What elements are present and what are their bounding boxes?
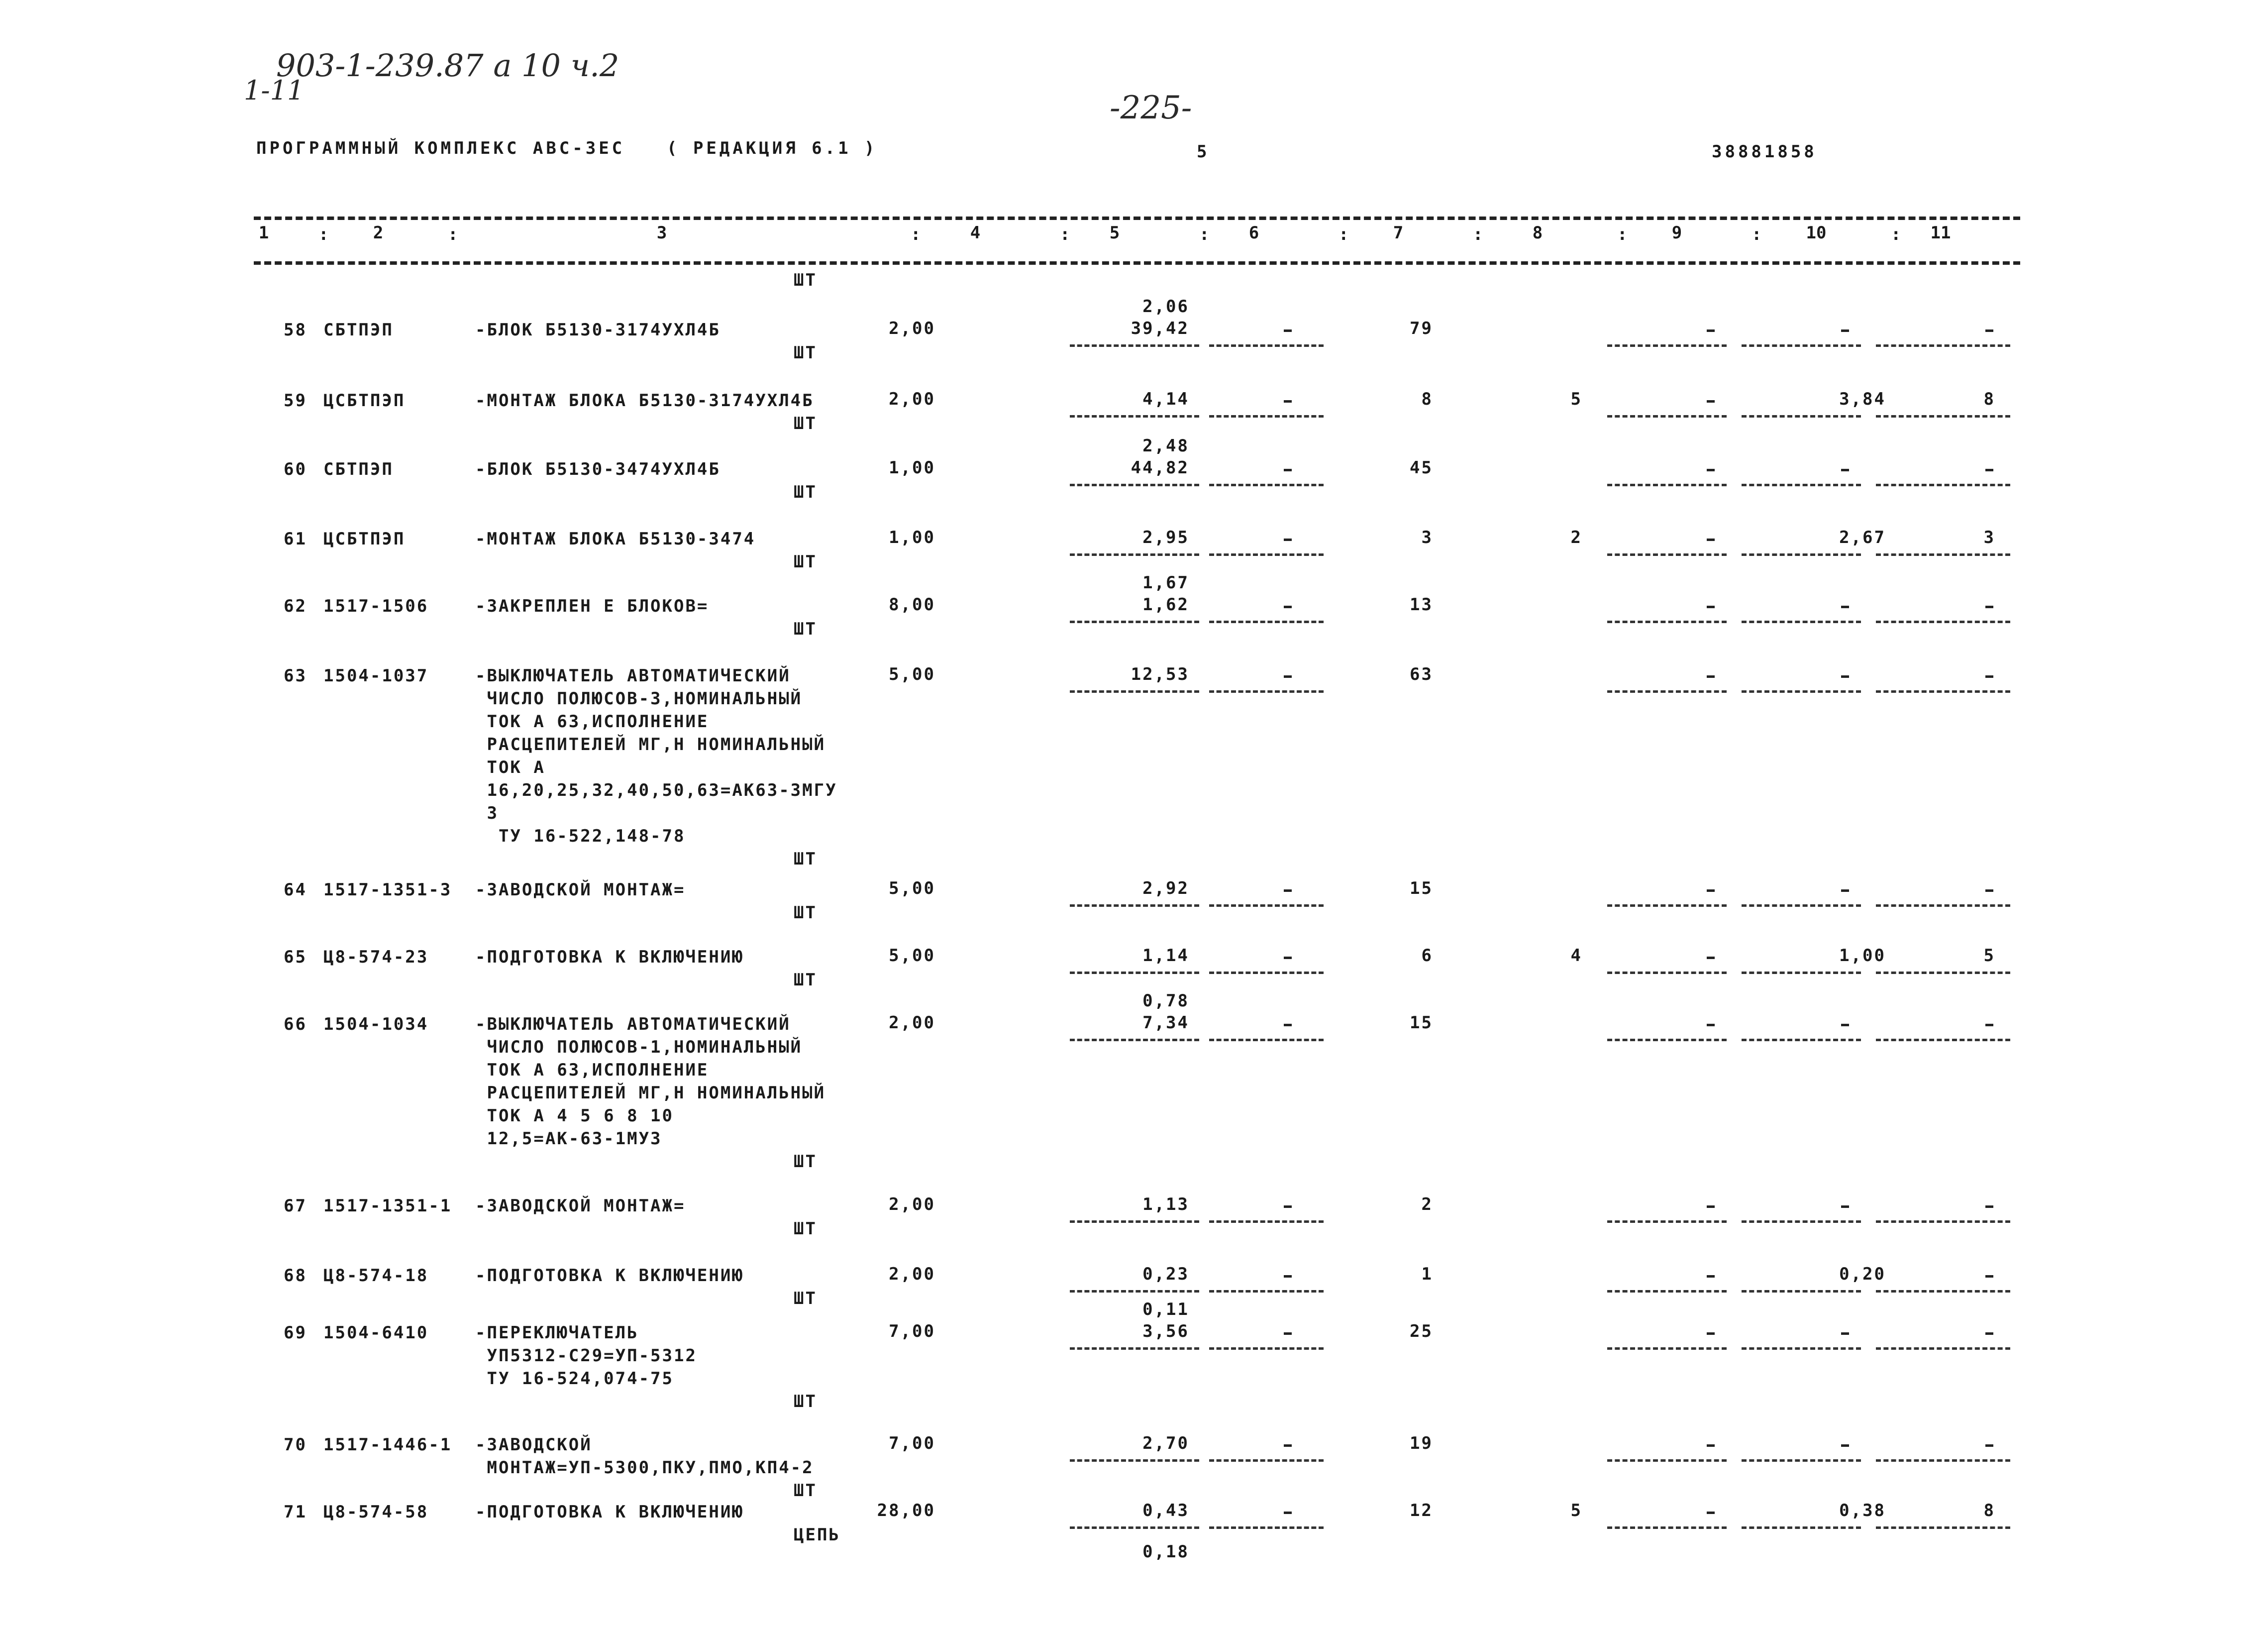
empty-cell-dash xyxy=(1707,675,1715,678)
row-number: 62 xyxy=(284,596,307,616)
row-code: 1504-1037 xyxy=(323,666,429,686)
column-number: 1 xyxy=(258,223,269,243)
row-code: 1504-1034 xyxy=(323,1014,429,1034)
cell-separator xyxy=(1742,1220,1861,1223)
column-number: 6 xyxy=(1248,223,1259,243)
row-description: -ПОДГОТОВКА К ВКЛЮЧЕНИЮ xyxy=(475,947,744,967)
cell-separator xyxy=(1209,690,1324,693)
cell-separator xyxy=(1070,1459,1199,1462)
column-number: 8 xyxy=(1532,223,1543,243)
row-col10-value: 1,00 xyxy=(1839,946,1886,966)
row-col7-value: 45 xyxy=(1410,458,1433,478)
row-col7-value: 2 xyxy=(1421,1194,1433,1214)
column-separator: : xyxy=(1473,224,1485,244)
page-number: -225- xyxy=(1110,90,1192,126)
empty-cell-dash xyxy=(1707,957,1715,959)
row-col11-value: 5 xyxy=(1983,946,1995,966)
row-number: 65 xyxy=(284,947,307,967)
cell-separator xyxy=(1876,621,2010,623)
row-description: -ЗАВОДСКОЙ МОНТАЖ=УП-5300,ПКУ,ПМО,КП4-2 xyxy=(475,1435,814,1478)
column-separator: : xyxy=(1891,224,1903,244)
cell-separator xyxy=(1070,1220,1199,1223)
cell-separator xyxy=(1209,621,1324,623)
cell-separator xyxy=(1209,1347,1324,1350)
empty-cell-dash xyxy=(1707,469,1715,471)
empty-cell-dash xyxy=(1841,329,1849,332)
row-col5-value: 7,34 xyxy=(1142,1013,1189,1033)
cell-separator xyxy=(1607,344,1727,347)
section-number: 5 xyxy=(1197,142,1210,162)
empty-cell-dash xyxy=(1985,1444,1993,1447)
row-col7-value: 6 xyxy=(1421,946,1433,966)
row-number: 58 xyxy=(284,320,307,340)
empty-cell-dash xyxy=(1841,889,1849,892)
row-description: -ЗАКРЕПЛЕН Е БЛОКОВ= xyxy=(475,596,709,616)
empty-cell-dash xyxy=(1284,400,1292,403)
cell-separator xyxy=(1742,972,1861,974)
program-title: ПРОГРАММНЫЙ КОМПЛЕКС АВС-3ЕС xyxy=(256,138,625,158)
cell-separator xyxy=(1742,690,1861,693)
empty-cell-dash xyxy=(1284,539,1292,541)
empty-cell-dash xyxy=(1707,1512,1715,1514)
cell-separator xyxy=(1607,553,1727,556)
row-col8-value: 4 xyxy=(1570,946,1582,966)
column-number: 9 xyxy=(1671,223,1682,243)
row-description: -ВЫКЛЮЧАТЕЛЬ АВТОМАТИЧЕСКИЙ ЧИСЛО ПОЛЮСОВ-3,НОМИНАЛЬНЫЙ ТОК А 63,ИСПОЛНЕНИЕ РАСЦЕПИТЕЛЕЙ МГ,Н НОМИНАЛЬНЫЙ ТОК А 16,20,25,32,40,50,63=АК63-3МГУ 3 ТУ 16-522,148-78 xyxy=(475,666,837,846)
row-col7-value: 3 xyxy=(1421,528,1433,547)
cell-separator xyxy=(1607,484,1727,486)
row-quantity: 7,00 xyxy=(889,1321,935,1341)
row-col5-value: 39,42 xyxy=(1131,319,1189,338)
row-col7-value: 15 xyxy=(1410,878,1433,898)
row-unit: ШТ xyxy=(794,1289,817,1308)
row-col5-value: 44,82 xyxy=(1131,458,1189,478)
cell-separator xyxy=(1607,1347,1727,1350)
cell-separator xyxy=(1607,1290,1727,1293)
cell-separator xyxy=(1607,1039,1727,1041)
column-separator: : xyxy=(318,224,330,244)
empty-cell-dash xyxy=(1284,1512,1292,1514)
cell-separator xyxy=(1742,553,1861,556)
row-col8-value: 5 xyxy=(1570,1501,1582,1520)
row-col11-value: 3 xyxy=(1983,528,1995,547)
row-col7-value: 25 xyxy=(1410,1321,1433,1341)
row-unit: ШТ xyxy=(794,1152,817,1172)
cell-separator xyxy=(1607,621,1727,623)
empty-cell-dash xyxy=(1284,469,1292,471)
cell-separator xyxy=(1070,904,1199,907)
row-code: 1517-1351-3 xyxy=(323,880,452,900)
cell-separator xyxy=(1742,1526,1861,1529)
row-col7-value: 12 xyxy=(1410,1501,1433,1520)
column-number: 10 xyxy=(1806,223,1827,243)
row-number: 60 xyxy=(284,459,307,479)
row-code: 1517-1351-1 xyxy=(323,1196,452,1216)
row-code: ЦСБТПЭП xyxy=(323,391,406,411)
cell-separator xyxy=(1607,904,1727,907)
cell-separator xyxy=(1876,553,2010,556)
cell-separator xyxy=(1742,1347,1861,1350)
row-unit: ШТ xyxy=(794,414,817,433)
cell-separator xyxy=(1070,1039,1199,1041)
row-code: Ц8-574-23 xyxy=(323,947,429,967)
empty-cell-dash xyxy=(1284,606,1292,608)
column-number: 11 xyxy=(1930,223,1951,243)
empty-cell-dash xyxy=(1284,889,1292,892)
row-col5-value: 2,92 xyxy=(1142,878,1189,898)
row-description: -ПОДГОТОВКА К ВКЛЮЧЕНИЮ xyxy=(475,1266,744,1286)
row-col7-value: 15 xyxy=(1410,1013,1433,1033)
column-separator: : xyxy=(1060,224,1072,244)
cell-separator xyxy=(1876,1526,2010,1529)
row-col5-value: 0,23 xyxy=(1142,1264,1189,1284)
row-code: 1517-1506 xyxy=(323,596,429,616)
row-number: 66 xyxy=(284,1014,307,1034)
row-number: 59 xyxy=(284,391,307,411)
empty-cell-dash xyxy=(1841,469,1849,471)
cell-separator xyxy=(1607,415,1727,418)
row-number: 68 xyxy=(284,1266,307,1286)
cell-separator xyxy=(1742,1039,1861,1041)
row-unit: ШТ xyxy=(794,619,817,639)
header-rule-top xyxy=(254,217,2020,220)
row-quantity: 5,00 xyxy=(889,664,935,684)
empty-cell-dash xyxy=(1284,1332,1292,1335)
empty-cell-dash xyxy=(1284,957,1292,959)
cell-separator xyxy=(1876,1459,2010,1462)
cell-separator xyxy=(1209,1290,1324,1293)
column-separator: : xyxy=(448,224,460,244)
empty-cell-dash xyxy=(1841,675,1849,678)
column-number: 4 xyxy=(970,223,981,243)
cell-separator xyxy=(1876,1039,2010,1041)
cell-separator xyxy=(1742,415,1861,418)
row-col10-value: 0,20 xyxy=(1839,1264,1886,1284)
row-code: СБТПЭП xyxy=(323,320,394,340)
row-col5-value: 1,62 xyxy=(1142,595,1189,615)
row-col5-value: 2,48 xyxy=(1142,436,1189,456)
cell-separator xyxy=(1607,972,1727,974)
row-code: СБТПЭП xyxy=(323,459,394,479)
row-col10-value: 3,84 xyxy=(1839,389,1886,409)
cell-separator xyxy=(1742,904,1861,907)
row-code: Ц8-574-18 xyxy=(323,1266,429,1286)
empty-cell-dash xyxy=(1707,1275,1715,1278)
row-col5-value: 0,78 xyxy=(1142,991,1189,1011)
column-number: 3 xyxy=(656,223,667,243)
row-unit: ЦЕПЬ xyxy=(794,1525,840,1545)
empty-cell-dash xyxy=(1985,675,1993,678)
column-separator: : xyxy=(911,224,923,244)
row-description: -ПЕРЕКЛЮЧАТЕЛЬ УП5312-С29=УП-5312 ТУ 16-524,074-75 xyxy=(475,1323,697,1389)
handwritten-sheet: 1-11 xyxy=(244,75,305,106)
cell-separator xyxy=(1070,1347,1199,1350)
empty-cell-dash xyxy=(1284,1275,1292,1278)
row-quantity: 8,00 xyxy=(889,595,935,615)
row-col10-value: 0,38 xyxy=(1839,1501,1886,1520)
cell-separator xyxy=(1209,553,1324,556)
column-number: 7 xyxy=(1393,223,1404,243)
cell-separator xyxy=(1742,621,1861,623)
column-separator: : xyxy=(1617,224,1629,244)
row-col5-value: 2,95 xyxy=(1142,528,1189,547)
row-description: -МОНТАЖ БЛОКА Б5130-3174УХЛ4Б xyxy=(475,391,814,411)
row-unit: ШТ xyxy=(794,903,817,923)
cell-separator xyxy=(1876,904,2010,907)
row-col8-value: 2 xyxy=(1570,528,1582,547)
row-description: -ВЫКЛЮЧАТЕЛЬ АВТОМАТИЧЕСКИЙ ЧИСЛО ПОЛЮСОВ-1,НОМИНАЛЬНЫЙ ТОК А 63,ИСПОЛНЕНИЕ РАСЦЕПИТЕЛЕЙ МГ,Н НОМИНАЛЬНЫЙ ТОК А 4 5 6 8 10 12,5=АК-63-1МУ3 xyxy=(475,1014,826,1149)
cell-separator xyxy=(1876,415,2010,418)
cell-separator xyxy=(1607,1459,1727,1462)
row-unit: ШТ xyxy=(794,1481,817,1501)
cell-separator xyxy=(1742,484,1861,486)
row-unit: ШТ xyxy=(794,482,817,502)
empty-cell-dash xyxy=(1707,606,1715,608)
row-quantity: 2,00 xyxy=(889,1194,935,1214)
row-col7-value: 13 xyxy=(1410,595,1433,615)
empty-cell-dash xyxy=(1985,606,1993,608)
row-col5-value: 3,56 xyxy=(1142,1321,1189,1341)
empty-cell-dash xyxy=(1284,1024,1292,1026)
cell-separator xyxy=(1209,1459,1324,1462)
cell-separator xyxy=(1070,415,1199,418)
row-number: 64 xyxy=(284,880,307,900)
empty-cell-dash xyxy=(1707,539,1715,541)
row-number: 71 xyxy=(284,1502,307,1522)
cell-separator xyxy=(1742,344,1861,347)
empty-cell-dash xyxy=(1985,1024,1993,1026)
empty-cell-dash xyxy=(1841,1024,1849,1026)
row-col5-value: 1,14 xyxy=(1142,946,1189,966)
column-separator: : xyxy=(1339,224,1350,244)
cell-separator xyxy=(1876,690,2010,693)
row-col8-value: 5 xyxy=(1570,389,1582,409)
header-rule-bottom xyxy=(254,261,2020,265)
row-col5-value: 4,14 xyxy=(1142,389,1189,409)
row-col11-value: 8 xyxy=(1983,389,1995,409)
empty-cell-dash xyxy=(1707,1444,1715,1447)
cell-separator xyxy=(1607,690,1727,693)
row-quantity: 1,00 xyxy=(889,458,935,478)
row-number: 69 xyxy=(284,1323,307,1343)
cell-separator xyxy=(1209,344,1324,347)
cell-separator xyxy=(1209,415,1324,418)
row-description: -БЛОК Б5130-3174УХЛ4Б xyxy=(475,320,721,340)
empty-cell-dash xyxy=(1985,469,1993,471)
row-unit: ШТ xyxy=(794,1219,817,1239)
row-col7-value: 1 xyxy=(1421,1264,1433,1284)
empty-cell-dash xyxy=(1707,1024,1715,1026)
column-separator: : xyxy=(1199,224,1211,244)
row-col5-value: 0,43 xyxy=(1142,1501,1189,1520)
row-description: -МОНТАЖ БЛОКА Б5130-3474 xyxy=(475,529,756,549)
empty-cell-dash xyxy=(1985,329,1993,332)
cell-separator xyxy=(1209,1220,1324,1223)
empty-cell-dash xyxy=(1985,1205,1993,1208)
cell-separator xyxy=(1876,484,2010,486)
row-col11-value: 8 xyxy=(1983,1501,1995,1520)
cell-separator xyxy=(1742,1459,1861,1462)
row-col5-value: 2,06 xyxy=(1142,297,1189,317)
row-quantity: 2,00 xyxy=(889,1013,935,1033)
cell-separator xyxy=(1876,344,2010,347)
row-code: Ц8-574-58 xyxy=(323,1502,429,1522)
empty-cell-dash xyxy=(1985,1332,1993,1335)
empty-cell-dash xyxy=(1707,889,1715,892)
final-col5-value: 0,18 xyxy=(1142,1542,1189,1562)
cell-separator xyxy=(1070,972,1199,974)
row-number: 63 xyxy=(284,666,307,686)
row-col7-value: 8 xyxy=(1421,389,1433,409)
empty-cell-dash xyxy=(1841,1205,1849,1208)
row-description: -ЗАВОДСКОЙ МОНТАЖ= xyxy=(475,1196,686,1216)
row-quantity: 5,00 xyxy=(889,878,935,898)
row-description: -ПОДГОТОВКА К ВКЛЮЧЕНИЮ xyxy=(475,1502,744,1522)
column-number: 5 xyxy=(1109,223,1120,243)
row-unit: ШТ xyxy=(794,552,817,572)
cell-separator xyxy=(1070,690,1199,693)
row-col5-value: 2,70 xyxy=(1142,1433,1189,1453)
unit-top: ШТ xyxy=(794,270,817,290)
row-quantity: 1,00 xyxy=(889,528,935,547)
row-number: 61 xyxy=(284,529,307,549)
row-col7-value: 19 xyxy=(1410,1433,1433,1453)
cell-separator xyxy=(1209,1039,1324,1041)
row-number: 67 xyxy=(284,1196,307,1216)
row-col7-value: 79 xyxy=(1410,319,1433,338)
row-col10-value: 2,67 xyxy=(1839,528,1886,547)
row-quantity: 2,00 xyxy=(889,319,935,338)
row-unit: ШТ xyxy=(794,849,817,869)
cell-separator xyxy=(1876,1347,2010,1350)
row-code: 1504-6410 xyxy=(323,1323,429,1343)
row-code: 1517-1446-1 xyxy=(323,1435,452,1455)
row-quantity: 2,00 xyxy=(889,1264,935,1284)
empty-cell-dash xyxy=(1841,606,1849,608)
cell-separator xyxy=(1070,484,1199,486)
column-number: 2 xyxy=(373,223,384,243)
row-col5-value: 0,11 xyxy=(1142,1300,1189,1319)
row-description: -БЛОК Б5130-3474УХЛ4Б xyxy=(475,459,721,479)
empty-cell-dash xyxy=(1707,1205,1715,1208)
empty-cell-dash xyxy=(1841,1444,1849,1447)
empty-cell-dash xyxy=(1284,1205,1292,1208)
row-col5-value: 1,67 xyxy=(1142,573,1189,593)
empty-cell-dash xyxy=(1284,1444,1292,1447)
row-quantity: 28,00 xyxy=(877,1501,935,1520)
row-code: ЦСБТПЭП xyxy=(323,529,406,549)
row-col5-value: 1,13 xyxy=(1142,1194,1189,1214)
row-number: 70 xyxy=(284,1435,307,1455)
cell-separator xyxy=(1876,972,2010,974)
row-unit: ШТ xyxy=(794,343,817,363)
cell-separator xyxy=(1607,1220,1727,1223)
cell-separator xyxy=(1070,1526,1199,1529)
row-quantity: 2,00 xyxy=(889,389,935,409)
cell-separator xyxy=(1070,344,1199,347)
cell-separator xyxy=(1876,1290,2010,1293)
cell-separator xyxy=(1070,553,1199,556)
empty-cell-dash xyxy=(1707,400,1715,403)
cell-separator xyxy=(1607,1526,1727,1529)
cell-separator xyxy=(1209,1526,1324,1529)
cell-separator xyxy=(1070,1290,1199,1293)
row-unit: ШТ xyxy=(794,1392,817,1411)
empty-cell-dash xyxy=(1284,675,1292,678)
empty-cell-dash xyxy=(1284,329,1292,332)
handwritten-reference: 903-1-239.87 а 10 ч.2 xyxy=(276,47,619,84)
column-separator: : xyxy=(1752,224,1763,244)
cell-separator xyxy=(1876,1220,2010,1223)
cell-separator xyxy=(1209,904,1324,907)
row-col5-value: 12,53 xyxy=(1131,664,1189,684)
row-col7-value: 63 xyxy=(1410,664,1433,684)
cell-separator xyxy=(1070,621,1199,623)
empty-cell-dash xyxy=(1985,1275,1993,1278)
row-quantity: 7,00 xyxy=(889,1433,935,1453)
empty-cell-dash xyxy=(1707,329,1715,332)
empty-cell-dash xyxy=(1707,1332,1715,1335)
cell-separator xyxy=(1742,1290,1861,1293)
empty-cell-dash xyxy=(1985,889,1993,892)
empty-cell-dash xyxy=(1841,1332,1849,1335)
row-unit: ШТ xyxy=(794,970,817,990)
cell-separator xyxy=(1209,484,1324,486)
row-description: -ЗАВОДСКОЙ МОНТАЖ= xyxy=(475,880,686,900)
row-quantity: 5,00 xyxy=(889,946,935,966)
edition-label: ( РЕДАКЦИЯ 6.1 ) xyxy=(667,138,878,158)
cell-separator xyxy=(1209,972,1324,974)
document-code: 38881858 xyxy=(1712,142,1817,162)
